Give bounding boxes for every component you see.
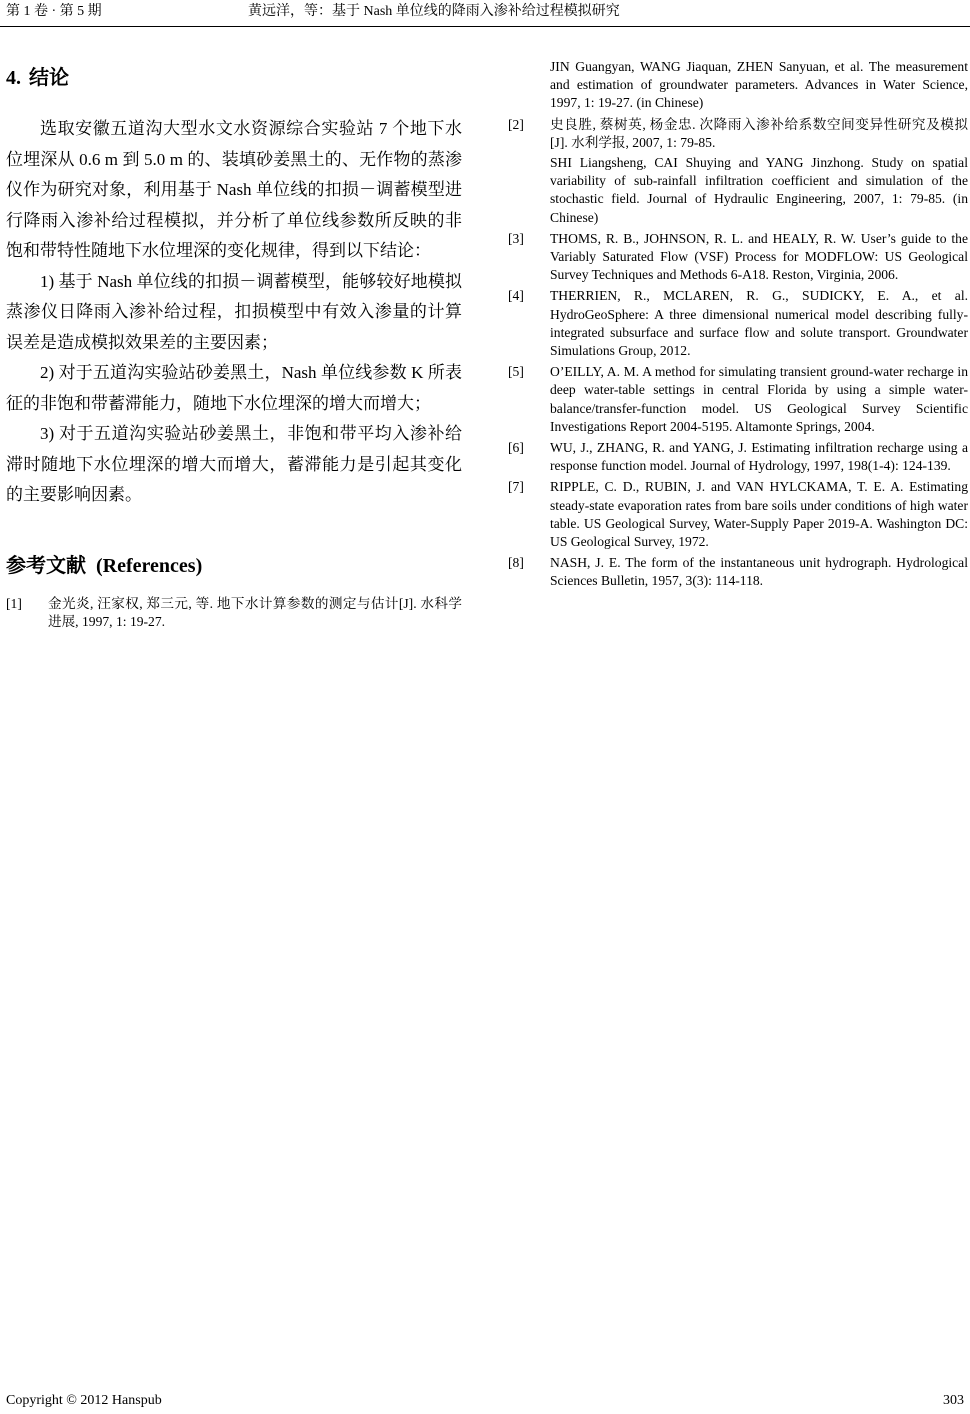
journal-issue: 第 1 卷 · 第 5 期 [6, 4, 102, 19]
reference-item-3 [508, 230, 968, 285]
reference-text-en: JIN Guangyan, WANG Jiaquan, ZHEN Sanyuan, et al. The measurement and estimation of groundwater parameters. Advances in Water Science, 1997, 1: 19-27. (in Chinese) [550, 59, 968, 111]
reference-text: RIPPLE, C. D., RUBIN, J. and VAN HYLCKAMA, T. E. A. Estimating steady-state evaporation rates from bare soils under conditions of high water table. US Geological Survey, Water-Supply Paper 2019-A. Washington DC: US Geological Survey, 1972. [550, 479, 968, 550]
reference-number: [3] [508, 230, 524, 246]
reference-text: THERRIEN, R., MCLAREN, R. G., SUDICKY, E. A., et al. HydroGeoSphere: A three dimensional numerical model describing fully-integrated subsurface and surface flow and solute transport. Groundwater Simulations Group, 2012. [550, 288, 968, 359]
section-title: 结论 [29, 65, 69, 89]
reference-item-1-continued [508, 58, 968, 113]
conclusion-intro-paragraph: 选取安徽五道沟大型水文水资源综合实验站 7 个地下水位埋深从 0.6 m 到 5.0 m 的、装填砂姜黑土的、无作物的蒸渗仪作为研究对象，利用基于 Nash 单位线的扣损－调蓄模型进行降雨入渗补给过程模拟，并分析了单位线参数所反映的非饱和带特性随地下水位埋深的变化规律，得到以下结论： [6, 119, 462, 260]
section-heading [6, 58, 462, 96]
reference-number: [5] [508, 364, 524, 380]
reference-item-5 [508, 363, 968, 436]
reference-text: WU, J., ZHANG, R. and YANG, J. Estimating infiltration recharge using a response function model. Journal of Hydrology, 1997, 198(1-4): 124-139. [550, 440, 968, 474]
copyright-notice: Copyright © 2012 Hanspub [6, 1393, 162, 1408]
right-column [508, 58, 968, 594]
reference-text-cn: 金光炎, 汪家权, 郑三元, 等. 地下水计算参数的测定与估计[J]. 水科学进展, 1997, 1: 19-27. [48, 595, 462, 629]
conclusion-item-3: 3) 对于五道沟实验站砂姜黑土，非饱和带平均入渗补给滞时随地下水位埋深的增大而增大，蓄滞能力是引起其变化的主要影响因素。 [6, 424, 462, 504]
reference-number: [6] [508, 440, 524, 456]
reference-number: [2] [508, 116, 524, 132]
left-column [6, 58, 462, 636]
section-number: 4. [6, 67, 21, 89]
conclusion-item-1: 1) 基于 Nash 单位线的扣损－调蓄模型，能够较好地模拟蒸渗仪日降雨入渗补给过程，扣损模型中有效入渗量的计算误差是造成模拟效果差的主要因素； [6, 271, 462, 352]
reference-item-8 [508, 554, 968, 590]
references-title-cn: 参考文献 [6, 552, 86, 577]
reference-text: THOMS, R. B., JOHNSON, R. L. and HEALY, R. W. User’s guide to the Variably Saturated Flow (VSF) Process for MODFLOW: US Geological Survey Techniques and Methods 6-A18. Reston, Virginia, 2006. [550, 230, 968, 283]
reference-text-en: SHI Liangsheng, CAI Shuying and YANG Jinzhong. Study on spatial variability of sub-rainfall infiltration coefficient and simulation of the stochastic field. Journal of Hydraulic Engineering, 2007, 1: 79-85. (in Chinese) [550, 155, 968, 225]
reference-number: [8] [508, 555, 524, 571]
reference-item-1 [6, 595, 462, 633]
reference-item-4 [508, 287, 968, 360]
page-header [0, 0, 970, 27]
reference-item-2 [508, 116, 968, 227]
reference-text: O’EILLY, A. M. A method for simulating transient ground-water recharge in deep water-table settings in central Florida by using a simple water-balance/transfer-function model. US Geological Survey Scientific Investigations Report 2004-5195. Altamonte Springs, 2004. [550, 364, 968, 434]
reference-item-7 [508, 478, 968, 551]
page-number: 303 [943, 1393, 964, 1408]
reference-number: [4] [508, 288, 524, 304]
references-title-en: (References) [96, 554, 203, 577]
reference-item-6 [508, 439, 968, 475]
conclusion-item-2: 2) 对于五道沟实验站砂姜黑土，Nash 单位线参数 K 所表征的非饱和带蓄滞能力，随地下水位埋深的增大而增大； [6, 363, 462, 413]
references-heading [6, 545, 462, 585]
reference-number: [1] [6, 595, 22, 611]
reference-text-cn: 史良胜, 蔡树英, 杨金忠. 次降雨入渗补给系数空间变异性研究及模拟[J]. 水利学报, 2007, 1: 79-85. [550, 116, 968, 150]
reference-text: NASH, J. E. The form of the instantaneous unit hydrograph. Hydrological Sciences Bulletin, 1957, 3(3): 114-118. [550, 555, 968, 589]
reference-number: [7] [508, 479, 524, 495]
running-title: 黄远洋，等：基于 Nash 单位线的降雨入渗补给过程模拟研究 [248, 4, 620, 19]
